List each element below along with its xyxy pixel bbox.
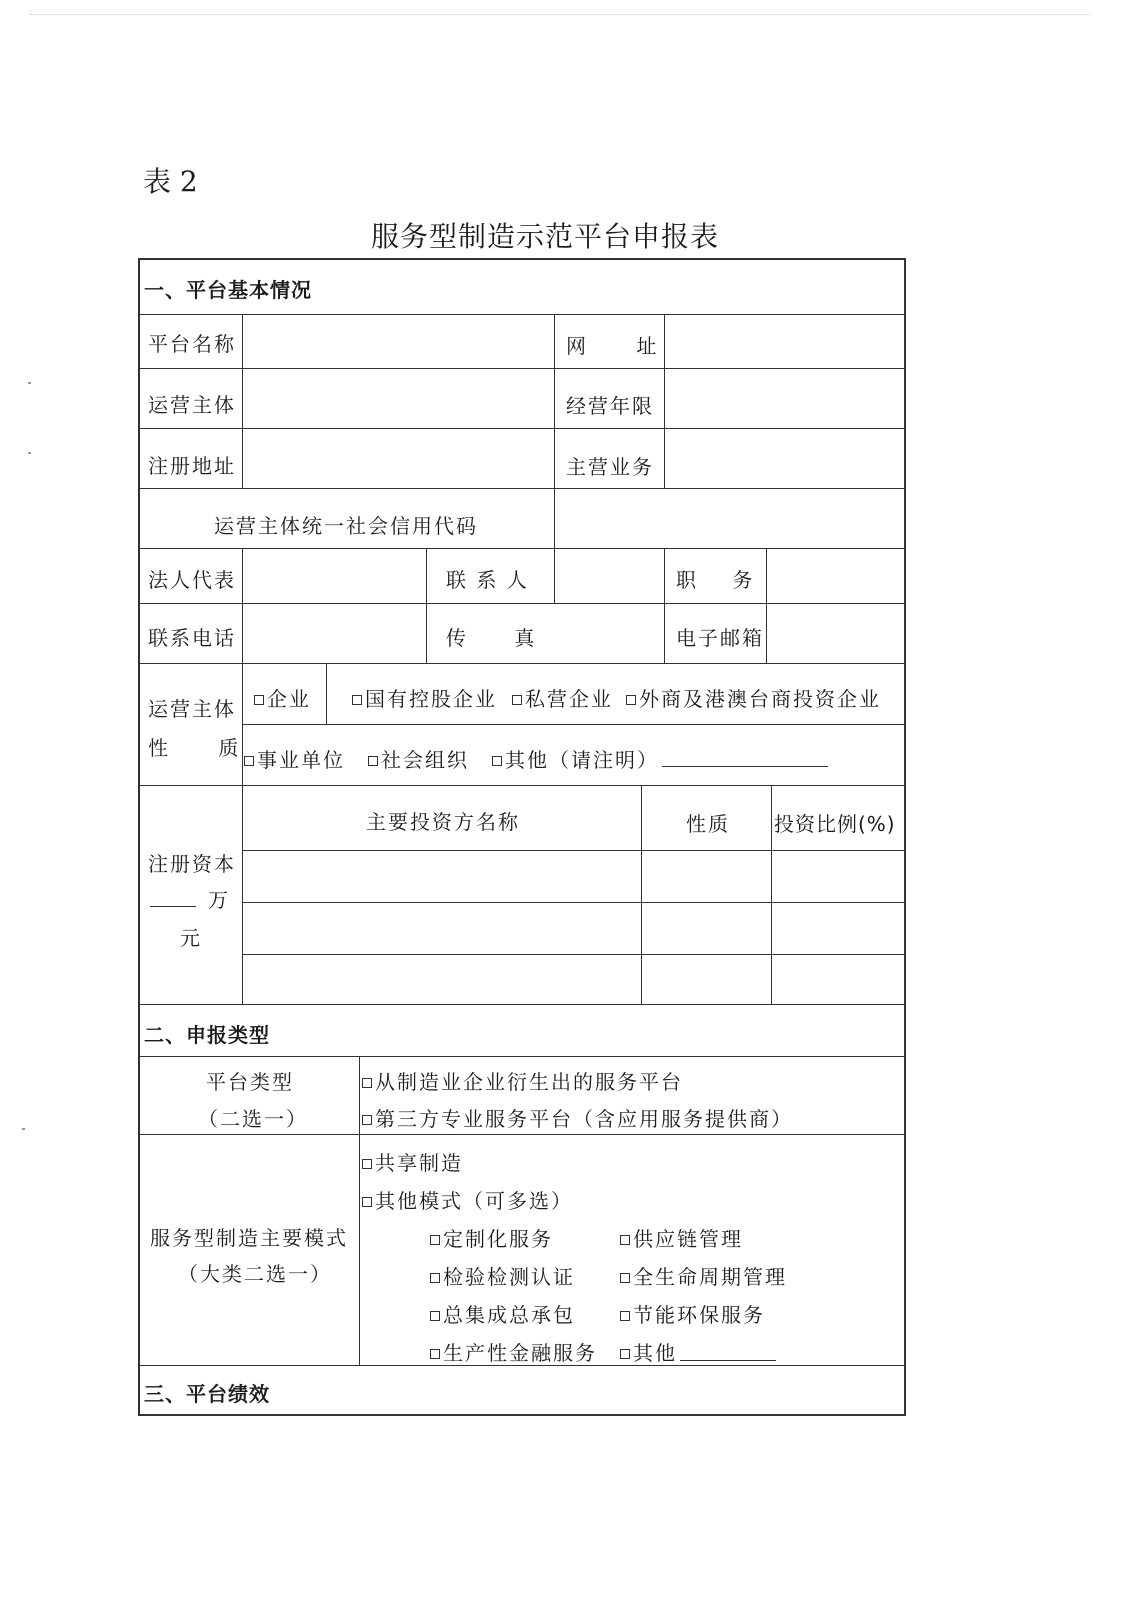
platform-type-hint: （二选一） <box>198 1107 308 1131</box>
operator-label: 运营主体 <box>148 393 236 417</box>
mode-other-option[interactable]: 其他模式（可多选） <box>362 1185 573 1214</box>
section-heading-performance: 三、平台绩效 <box>144 1382 270 1406</box>
sub-lifecycle-option[interactable]: 全生命周期管理 <box>620 1261 787 1290</box>
col-divider <box>359 1056 360 1365</box>
checkbox-icon[interactable] <box>430 1349 440 1359</box>
checkbox-icon[interactable] <box>430 1311 440 1321</box>
platform-name-label: 平台名称 <box>148 332 236 356</box>
checkbox-icon[interactable] <box>362 1115 372 1125</box>
row-divider <box>140 1004 906 1005</box>
checkbox-icon[interactable] <box>244 756 254 766</box>
registered-capital-label: 注册资本 <box>148 852 236 876</box>
application-form <box>138 258 906 1416</box>
checkbox-icon[interactable] <box>368 756 378 766</box>
nature-enterprise-option[interactable]: 企业 <box>254 683 311 712</box>
service-mode-hint: （大类二选一） <box>178 1262 332 1286</box>
section-heading-application-type: 二、申报类型 <box>144 1023 270 1047</box>
checkbox-icon[interactable] <box>620 1273 630 1283</box>
main-business-label: 主营业务 <box>566 455 654 479</box>
mode-shared-manufacturing-option[interactable]: 共享制造 <box>362 1147 463 1176</box>
checkbox-icon[interactable] <box>492 756 502 766</box>
row-divider <box>140 603 906 604</box>
row-divider <box>140 548 906 549</box>
nature-institution-option[interactable]: 事业单位 <box>244 744 345 773</box>
platform-type-label: 平台类型 <box>206 1070 294 1094</box>
row-divider <box>140 1056 906 1057</box>
type-third-party-option[interactable]: 第三方专业服务平台（含应用服务提供商） <box>362 1103 793 1132</box>
col-divider <box>242 314 243 488</box>
row-divider <box>140 488 906 489</box>
checkbox-icon[interactable] <box>430 1235 440 1245</box>
fax-label: 传 真 <box>446 626 537 650</box>
sub-inspection-option[interactable]: 检验检测认证 <box>430 1261 575 1290</box>
checkbox-icon[interactable] <box>620 1349 630 1359</box>
sub-green-service-option[interactable]: 节能环保服务 <box>620 1299 765 1328</box>
email-label: 电子邮箱 <box>676 626 764 650</box>
row-divider <box>140 785 906 786</box>
nature-state-owned-option[interactable]: 国有控股企业 <box>352 683 497 712</box>
checkbox-icon[interactable] <box>620 1311 630 1321</box>
form-title: 服务型制造示范平台申报表 <box>370 220 719 253</box>
col-divider <box>664 548 665 663</box>
row-divider <box>140 663 906 664</box>
sub-customization-option[interactable]: 定制化服务 <box>430 1223 553 1252</box>
sub-other-option[interactable]: 其他 <box>620 1337 677 1366</box>
checkbox-icon[interactable] <box>352 695 362 705</box>
nature-private-option[interactable]: 私营企业 <box>512 683 613 712</box>
row-divider <box>140 428 906 429</box>
type-derived-from-manufacturer-option[interactable]: 从制造业企业衍生出的服务平台 <box>362 1066 683 1095</box>
checkbox-icon[interactable] <box>254 695 264 705</box>
checkbox-icon[interactable] <box>362 1078 372 1088</box>
scan-speck <box>28 382 31 384</box>
legal-representative-label: 法人代表 <box>148 568 236 592</box>
col-divider <box>771 785 772 1004</box>
sub-finance-option[interactable]: 生产性金融服务 <box>430 1337 597 1366</box>
nature-social-org-option[interactable]: 社会组织 <box>368 744 469 773</box>
row-divider <box>242 850 906 851</box>
checkbox-icon[interactable] <box>626 695 636 705</box>
operating-years-label: 经营年限 <box>566 394 654 418</box>
investor-name-header: 主要投资方名称 <box>366 810 520 834</box>
sub-integration-option[interactable]: 总集成总承包 <box>430 1299 575 1328</box>
nature-other-fill-line[interactable] <box>662 766 828 767</box>
registered-address-label: 注册地址 <box>148 454 236 478</box>
website-label: 网 址 <box>566 334 659 358</box>
sub-other-fill-line[interactable] <box>680 1360 776 1361</box>
section-heading-basic-info: 一、平台基本情况 <box>144 278 312 302</box>
position-label: 职 务 <box>676 568 755 592</box>
checkbox-icon[interactable] <box>430 1273 440 1283</box>
scan-speck <box>22 1128 25 1130</box>
row-divider <box>242 724 906 725</box>
row-divider <box>140 1134 906 1135</box>
investment-ratio-header: 投资比例(%) <box>774 812 896 836</box>
checkbox-icon[interactable] <box>512 695 522 705</box>
row-divider <box>242 954 906 955</box>
col-divider <box>326 663 327 724</box>
checkbox-icon[interactable] <box>362 1159 372 1169</box>
col-divider <box>426 548 427 663</box>
scan-speck <box>28 452 31 454</box>
col-divider <box>664 314 665 488</box>
nature-other-option[interactable]: 其他（请注明） <box>492 744 659 773</box>
row-divider <box>242 902 906 903</box>
investor-nature-header: 性质 <box>686 812 730 836</box>
credit-code-label: 运营主体统一社会信用代码 <box>214 514 478 538</box>
checkbox-icon[interactable] <box>362 1197 372 1207</box>
col-divider <box>242 548 243 1004</box>
checkbox-icon[interactable] <box>620 1235 630 1245</box>
capital-unit-wan: 万 <box>208 888 230 912</box>
capital-unit-yuan: 元 <box>180 926 202 950</box>
table-number: 表 2 <box>143 165 198 198</box>
operator-nature-label-2: 性 质 <box>148 736 241 760</box>
capital-amount-fill-line[interactable] <box>150 906 196 907</box>
col-divider <box>554 314 555 603</box>
service-mode-label: 服务型制造主要模式 <box>150 1226 348 1250</box>
sub-supply-chain-option[interactable]: 供应链管理 <box>620 1223 743 1252</box>
operator-nature-label: 运营主体 <box>148 697 236 721</box>
row-divider <box>140 368 906 369</box>
row-divider <box>140 314 906 315</box>
col-divider <box>641 785 642 1004</box>
phone-label: 联系电话 <box>148 626 236 650</box>
col-divider <box>766 548 767 663</box>
contact-person-label: 联 系 人 <box>446 568 529 592</box>
scan-edge-noise <box>30 14 1090 15</box>
nature-foreign-option[interactable]: 外商及港澳台商投资企业 <box>626 683 881 712</box>
